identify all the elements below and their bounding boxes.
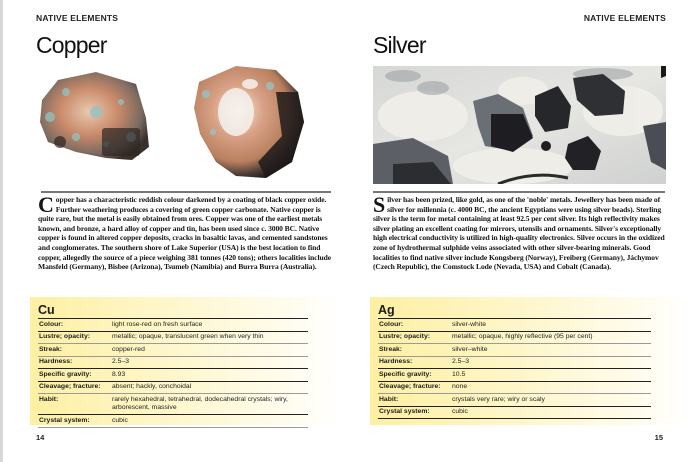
description-body: ilver has been prized, like gold, as one of the 'noble' metals. Jewellery has been made of silver for millennia (c. 4000 BC, the ancient Egyptians were using silver beads). Sterling silver is the term for metal containing at least 92.5 per cent silver. Its high reflectivity makes silver plating an excellent coating for mirrors, utensils and ornaments. Silver's exceptionally high electrical conductivity is utilized in high-quality electronics. Silver occurs in the oxidized zone of hydrothermal sulphide veins associated with other silver-bearing minerals. Good localities to find native silver include Kongsberg (Norway), Freiberg (Germany), Jáchymov (Czech Republic), the Comstock Lode (Nevada, USA) and Cobalt (Canada). bbox=[373, 195, 665, 272]
property-value: metallic; opaque, translucent green when very thin bbox=[112, 333, 264, 340]
drop-cap: C bbox=[38, 192, 54, 217]
property-value: silver–white bbox=[452, 345, 488, 353]
property-row bbox=[38, 331, 308, 344]
property-row bbox=[38, 415, 308, 428]
property-row bbox=[38, 369, 308, 382]
property-row bbox=[378, 331, 651, 344]
properties-table bbox=[38, 318, 308, 428]
property-row bbox=[378, 394, 651, 407]
property-row bbox=[38, 319, 308, 332]
property-value: 2.5–3 bbox=[452, 358, 470, 365]
property-label: Streak: bbox=[379, 345, 403, 353]
property-label: Colour: bbox=[39, 320, 64, 328]
property-label: Specific gravity: bbox=[379, 370, 432, 378]
property-label: Colour: bbox=[379, 320, 404, 328]
property-label: Lustre; opacity: bbox=[39, 333, 90, 340]
page-left-copper bbox=[3, 0, 350, 462]
property-row bbox=[378, 381, 651, 394]
property-label: Cleavage; fracture: bbox=[379, 383, 441, 390]
property-row bbox=[38, 356, 308, 369]
property-label: Crystal system: bbox=[379, 408, 430, 415]
property-value: metallic; opaque, highly reflective (95 per cent) bbox=[452, 333, 593, 340]
running-head: NATIVE ELEMENTS bbox=[583, 13, 666, 23]
description-text bbox=[38, 192, 336, 272]
property-row bbox=[378, 356, 651, 369]
property-label: Cleavage; fracture: bbox=[39, 383, 101, 390]
property-row bbox=[38, 394, 308, 415]
property-value: rarely hexahedral, tetrahedral, dodecahedral crystals; wiry, arborescent, massive bbox=[112, 395, 288, 411]
property-label: Lustre; opacity: bbox=[379, 333, 430, 340]
property-label: Habit: bbox=[379, 395, 399, 403]
property-label: Hardness: bbox=[39, 358, 73, 365]
property-row bbox=[378, 344, 651, 357]
property-row bbox=[38, 344, 308, 357]
property-value: crystals very rare; wiry or scaly bbox=[452, 395, 545, 403]
property-label: Streak: bbox=[39, 345, 63, 353]
page-title: Silver bbox=[373, 32, 426, 58]
page-number: 15 bbox=[654, 433, 663, 442]
drop-cap: S bbox=[373, 192, 386, 217]
property-value: 2.5–3 bbox=[112, 358, 130, 365]
property-value: none bbox=[452, 383, 468, 390]
property-value: copper-red bbox=[112, 345, 145, 353]
property-row bbox=[378, 369, 651, 382]
running-head: NATIVE ELEMENTS bbox=[36, 13, 119, 23]
property-value: absent; hackly, conchoidal bbox=[112, 383, 192, 390]
property-label: Specific gravity: bbox=[39, 370, 92, 378]
property-row bbox=[378, 406, 651, 419]
property-label: Hardness: bbox=[379, 358, 413, 365]
property-value: light rose-red on fresh surface bbox=[112, 320, 203, 328]
property-row bbox=[378, 319, 651, 332]
property-value: cubic bbox=[112, 416, 128, 424]
properties-table bbox=[378, 318, 651, 419]
section-divider bbox=[41, 191, 331, 193]
property-value: silver-white bbox=[452, 320, 486, 328]
silver-specimen-photo bbox=[373, 66, 666, 184]
description-text bbox=[373, 192, 671, 272]
property-value: 10.5 bbox=[452, 370, 466, 378]
property-label: Habit: bbox=[39, 395, 59, 403]
page-title: Copper bbox=[36, 32, 107, 58]
page-number: 14 bbox=[36, 433, 45, 442]
chemical-symbol: Cu bbox=[38, 303, 55, 317]
property-label: Crystal system: bbox=[39, 416, 90, 424]
section-divider bbox=[373, 191, 665, 193]
copper-specimen-photo bbox=[36, 62, 326, 180]
properties-panel bbox=[30, 297, 342, 425]
property-value: cubic bbox=[452, 408, 468, 415]
properties-panel bbox=[370, 297, 688, 425]
property-row bbox=[38, 381, 308, 394]
property-value: 8.93 bbox=[112, 370, 126, 378]
chemical-symbol: Ag bbox=[378, 303, 395, 317]
description-body: opper has a characteristic reddish colour darkened by a coating of black copper oxide. Further weathering produces a covering of green copper carbonate. Native copper is quite rare, but the metal is easily obtained from ores. Copper was one of the earliest metals known, and bronze, a hard alloy of copper and tin, has been used since c. 3000 BC. Native copper is found in altered copper deposits, cracks in basaltic lavas, and cemented sandstones and conglomerates. The southern shore of Lake Superior (USA) is the best location to find copper, allegedly the source of a piece weighing 381 tonnes (420 tons); others localities include Mansfeld (Germany), Bisbee (Arizona), Tsumeb (Namibia) and Burra Burra (Australia). bbox=[38, 195, 331, 272]
